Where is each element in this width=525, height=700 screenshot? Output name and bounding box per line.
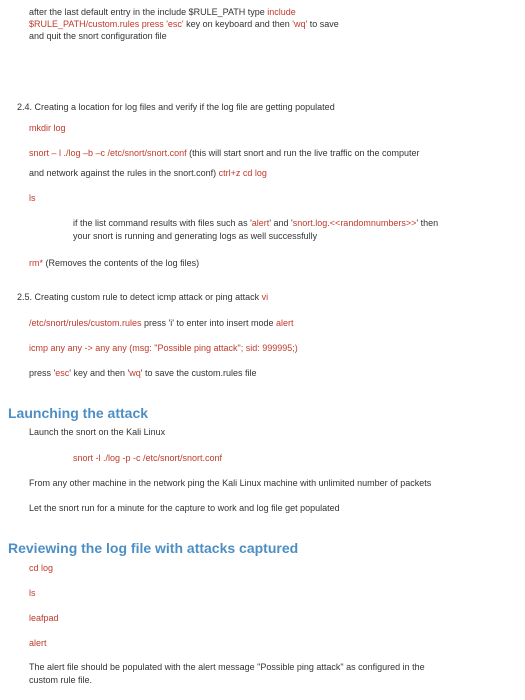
intro-line-1 [29,7,296,19]
esc-keyword: esc [55,368,70,378]
include-keyword: include [267,7,296,17]
section-2-4-title: 2.4. Creating a location for log files and verify if the log file are getting populated [17,102,335,112]
rm-command: rm* [29,258,43,268]
snort-command-line-2 [29,168,267,180]
launch-line-1: Launch the snort on the Kali Linux [29,427,166,437]
reviewing-log-heading: Reviewing the log file with attacks captured [8,540,299,556]
icmp-rule: icmp any any -> any any (msg: "Possible ping attack"; sid: 999995;) [29,343,298,353]
rm-line [29,258,199,270]
section-title-text: 2.5. Creating custom rule to detect icmp attack or ping attack [17,292,262,302]
intro-text: key on keyboard and then [183,19,293,29]
wq-keyword: 'wq' [292,19,308,29]
ctrlz-cd-command: ctrl+z cd log [218,168,267,178]
wq-keyword: wq [129,368,141,378]
launch-line-3: Let the snort run for a minute for the capture to work and log file get populated [29,503,340,513]
review-ls-command: ls [29,588,36,598]
rule-path-command: $RULE_PATH/custom.rules press 'esc' [29,19,184,29]
snort-command-line [29,148,420,160]
save-instruction [29,368,257,380]
snort-command: snort – l ./log –b –c /etc/snort/snort.conf [29,148,187,158]
save-text: ' to save the custom.rules file [140,368,257,378]
intro-text: after the last default entry in the include $RULE_PATH type [29,7,268,17]
snort-note: and network against the rules in the snort.conf) [29,168,219,178]
launching-attack-heading: Launching the attack [8,405,149,421]
snort-log-filename: snort.log.<<randomnumbers>> [292,218,417,228]
launch-snort-command: snort -l ./log -p -c /etc/snort/snort.conf [73,453,223,463]
review-alert-command: alert [29,638,47,648]
ls-command: ls [29,193,36,203]
review-final-line-1: The alert file should be populated with the alert message "Possible ping attack" as configured in the [29,662,425,672]
note-text: ' then [416,218,439,228]
intro-text: to save [307,19,339,29]
save-text: ' key and then ' [69,368,130,378]
intro-line-2 [29,19,339,31]
insert-mode-note: press 'i' to enter into insert mode [141,318,277,328]
vi-command: vi [261,292,269,302]
intro-line-3: and quit the snort configuration file [29,31,167,41]
custom-rules-path: /etc/snort/rules/custom.rules [29,318,142,328]
ls-note-line-2: your snort is running and generating logs as well successfully [73,231,318,241]
review-leafpad-command: leafpad [29,613,59,623]
note-text: if the list command results with files such as ' [73,218,252,228]
alert-filename: alert [251,218,270,228]
rm-note: (Removes the contents of the log files) [43,258,200,268]
mkdir-command: mkdir log [29,123,66,133]
review-final-line-2: custom rule file. [29,675,93,685]
launch-line-2: From any other machine in the network ping the Kali Linux machine with unlimited number of packets [29,478,432,488]
section-2-5-title [17,292,268,304]
alert-keyword: alert [276,318,294,328]
snort-note: (this will start snort and run the live traffic on the computer [186,148,420,158]
save-text: press ' [29,368,56,378]
ls-note-line-1 [73,218,438,230]
review-cd-command: cd log [29,563,54,573]
custom-rules-line [29,318,294,330]
note-text: ' and ' [269,218,293,228]
